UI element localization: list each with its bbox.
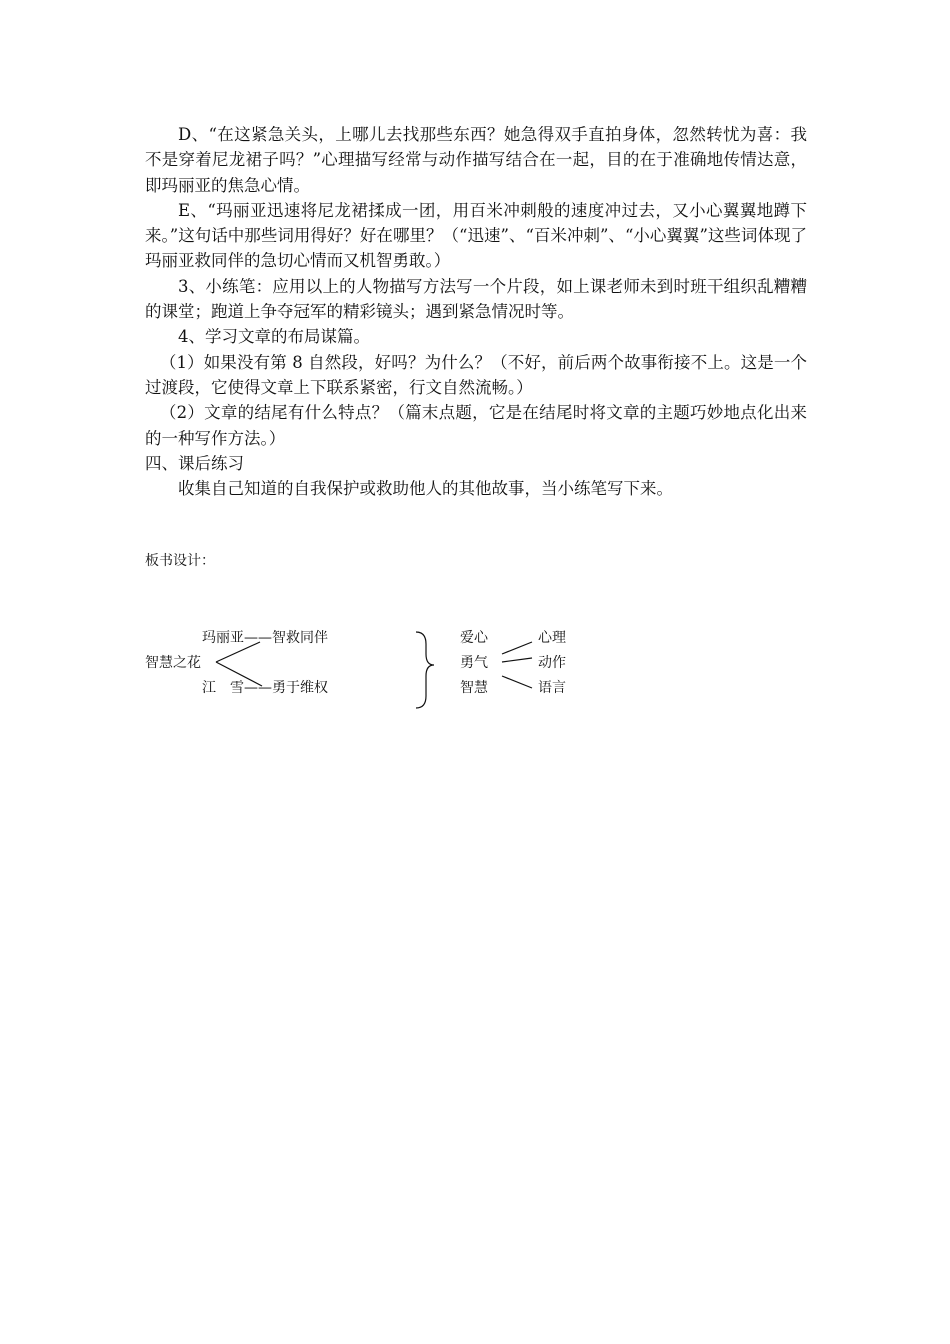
board-quality-1: 爱心 [460,630,488,646]
paragraph-homework: 收集自己知道的自我保护或救助他人的其他故事，当小练笔写下来。 [178,479,673,499]
connector-line-1 [502,642,532,654]
section-heading-homework: 四、课后练习 [145,453,244,473]
board-branch-bottom: 江 雪——勇于维权 [202,680,328,696]
board-root: 智慧之花 [145,655,201,671]
board-method-1: 心理 [538,630,566,646]
board-diagram [140,620,620,720]
paragraph-layout: 4、学习文章的布局谋篇。 [178,327,370,347]
paragraph-question-2: （2）文章的结尾有什么特点？（篇末点题，它是在结尾时将文章的主题巧妙地点化出来的一种写作方法。） [145,403,807,448]
board-branch-top: 玛丽亚——智救同伴 [202,630,328,646]
lesson-body [145,122,807,501]
paragraph-e: E、“玛丽亚迅速将尼龙裙揉成一团，用百米冲刺般的速度冲过去，又小心翼翼地蹲下来。”这句话中那些词用得好？好在哪里？（“迅速”、“百米冲刺”、“小心翼翼”这些词体现了玛丽亚救同伴的急切心情而又机智勇敢。） [145,200,807,271]
board-method-2: 动作 [538,655,566,671]
paragraph-d: D、“在这紧急关头，上哪儿去找那些东西？她急得双手直拍身体，忽然转忧为喜：我不是穿着尼龙裙子吗？”心理描写经常与动作描写结合在一起，目的在于准确地传情达意，即玛丽亚的焦急心情。 [145,125,807,195]
paragraph-practice: 3、小练笔：应用以上的人物描写方法写一个片段，如上课老师未到时班干组织乱糟糟的课堂；跑道上争夺冠军的精彩镜头；遇到紧急情况时等。 [145,276,807,322]
board-quality-2: 勇气 [460,655,488,671]
connector-line-2 [502,658,532,662]
curly-brace-icon [416,632,434,708]
paragraph-question-1: （1）如果没有第 8 自然段，好吗？为什么？（不好，前后两个故事衔接不上。这是一个过渡段，它使得文章上下联系紧密，行文自然流畅。） [145,352,807,397]
connector-line-3 [502,676,532,688]
board-quality-3: 智慧 [460,680,488,696]
board-method-3: 语言 [538,680,566,696]
board-design-label: 板书设计： [145,553,215,569]
